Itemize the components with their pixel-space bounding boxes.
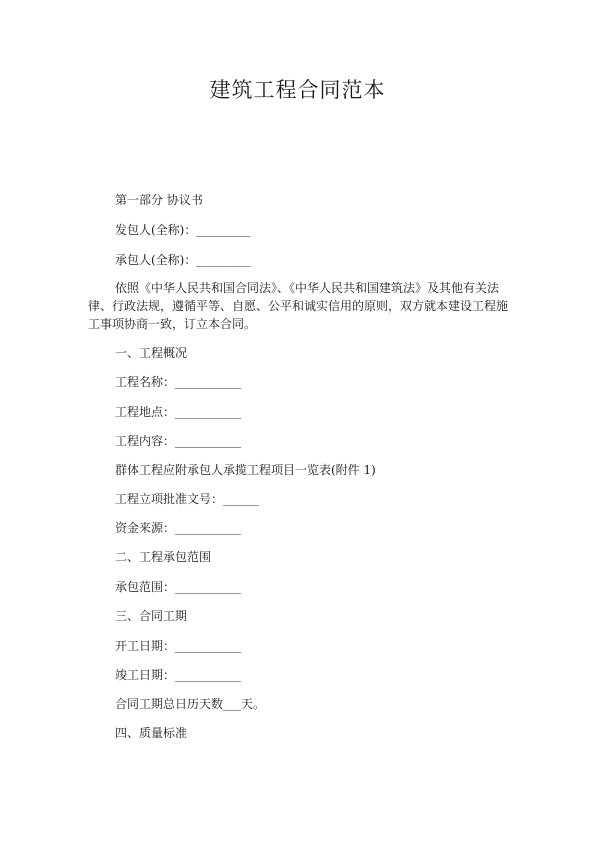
section-heading-duration: 三、合同工期 xyxy=(115,609,188,623)
preamble-paragraph xyxy=(88,279,508,333)
project-content-field: 工程内容：___________ xyxy=(115,434,242,448)
total-days-field: 合同工期总日历天数___天。 xyxy=(115,697,266,711)
section-heading-part-one: 第一部分 协议书 xyxy=(115,193,203,207)
completion-date-field: 竣工日期：___________ xyxy=(115,668,242,682)
preamble-line-3: 工事项协商一致，订立本合同。 xyxy=(88,317,257,331)
section-heading-scope: 二、工程承包范围 xyxy=(115,550,212,564)
contractor-field: 承包人(全称)：_________ xyxy=(115,253,251,267)
document-title: 建筑工程合同范本 xyxy=(209,78,386,102)
preamble-line-1: 依照《中华人民共和国合同法》、《中华人民共和国建筑法》及其他有关法 xyxy=(115,281,500,295)
funding-source-field: 资金来源：___________ xyxy=(115,521,242,535)
start-date-field: 开工日期：___________ xyxy=(115,639,242,653)
approval-number-field: 工程立项批准文号：______ xyxy=(115,492,260,506)
scope-field: 承包范围：___________ xyxy=(115,580,242,594)
project-name-field: 工程名称：___________ xyxy=(115,375,242,389)
section-heading-overview: 一、工程概况 xyxy=(115,346,188,360)
employer-field: 发包人(全称)：_________ xyxy=(115,223,251,237)
project-location-field: 工程地点：___________ xyxy=(115,405,242,419)
group-project-note: 群体工程应附承包人承揽工程项目一览表(附件 1) xyxy=(115,463,376,477)
section-heading-quality: 四、质量标准 xyxy=(115,726,188,740)
preamble-line-2: 律、行政法规，遵循平等、自愿、公平和诚实信用的原则，双方就本建设工程施 xyxy=(88,299,509,313)
